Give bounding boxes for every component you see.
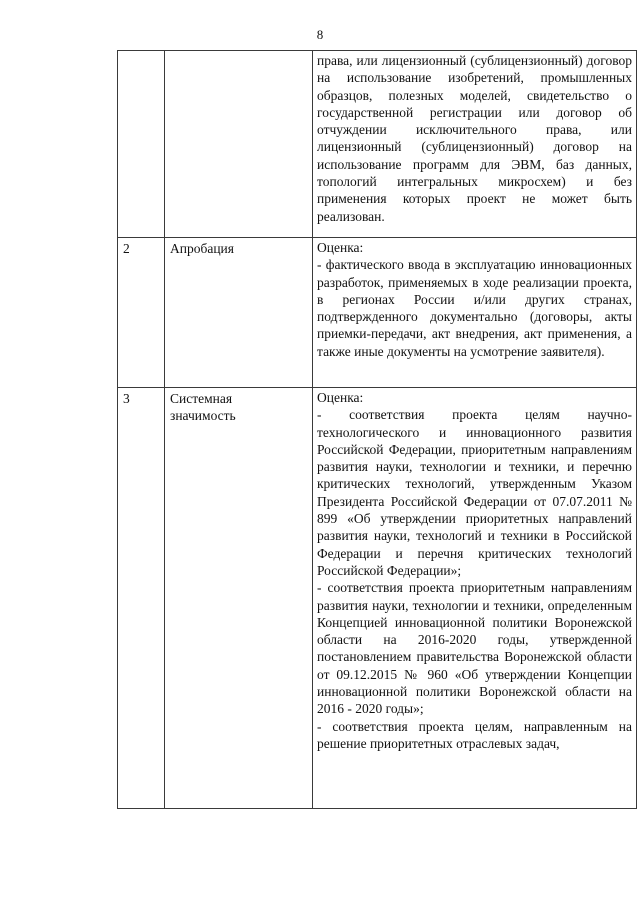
description-paragraph: - соответствия проекта целям, направленным на решение приоритетных отраслевых задач, <box>317 718 632 751</box>
criterion-name-cell <box>165 51 313 238</box>
criterion-name-cell <box>165 238 313 388</box>
criterion-name: Апробация <box>170 241 234 256</box>
criterion-name-line: Системная <box>170 391 233 406</box>
description-heading: Оценка: <box>317 390 364 405</box>
criterion-name-cell <box>165 388 313 809</box>
page-number: 8 <box>316 27 324 42</box>
row-number-cell: 2 <box>118 238 165 388</box>
criteria-table <box>117 50 637 809</box>
description-heading: Оценка: <box>317 240 364 255</box>
row-number-cell: 3 <box>118 388 165 809</box>
description-paragraph: - фактического ввода в эксплуатацию инновационных разработок, применяемых в ходе реализации проекта, в регионах России и/или других странах, подтвержденного документально (договоры, акты приемки-передачи, акт внедрения, акт применения, а также иные документы на усмотрение заявителя). <box>317 257 632 359</box>
criterion-description-cell <box>313 51 637 238</box>
description-paragraph: - соответствия проекта приоритетным направлениям развития науки, технологии и техники, определенным Концепцией инновационной политики Воронежской области на 2016-2020 годы, утвержденной постановлением правительства Воронежской области от 09.12.2015 № 960 «Об утверждении Концепции инновационной политики Воронежской области на 2016 - 2020 годы»; <box>317 580 632 717</box>
table-row <box>118 51 637 238</box>
criterion-description-cell <box>313 388 637 809</box>
criterion-name-line: значимость <box>170 408 236 424</box>
description-paragraph: права, или лицензионный (сублицензионный) договор на использование изобретений, промышленных образцов, полезных моделей, свидетельство о государственной регистрации или договор об отчуждении исключительного права, или лицензионный (сублицензионный) договор на использование программ для ЭВМ, баз данных, топологий интегральных микросхем) и без применения которых проект не может быть реализован. <box>317 53 632 224</box>
description-paragraph: - соответствия проекта целям научно-технологического и инновационного развития Российской Федерации, приоритетным направлениям развития науки, технологии и техники, и перечню критических технологий, утвержденным Указом Президента Российской Федерации от 07.07.2011 № 899 «Об утверждении приоритетных направлений развития науки, технологий и техники в Российской Федерации и перечня критических технологий Российской Федерации»; <box>317 407 632 578</box>
table-row <box>118 238 637 388</box>
criterion-description-cell <box>313 238 637 388</box>
table-row <box>118 388 637 809</box>
row-number-cell <box>118 51 165 238</box>
